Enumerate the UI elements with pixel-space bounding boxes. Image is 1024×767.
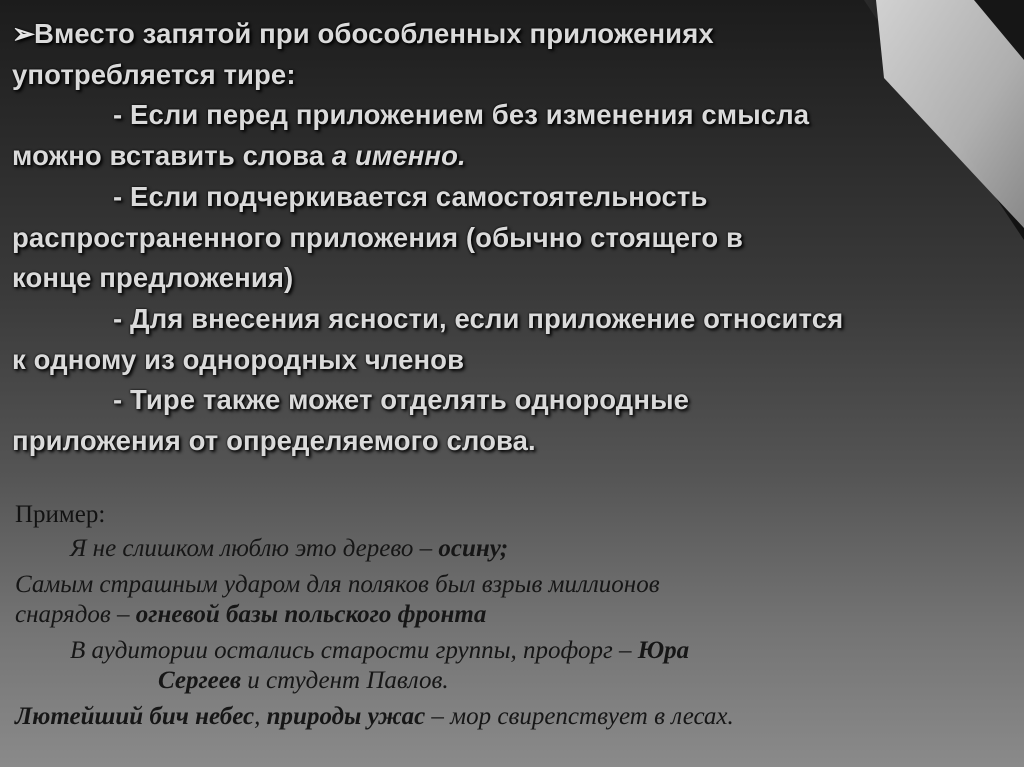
rules-heading: Вместо запятой при обособленных приложениях — [34, 18, 714, 49]
rule-4-line-2: приложения от определяемого слова. — [12, 425, 536, 457]
rule-1-line-1: - Если перед приложением без изменения смысла — [113, 99, 810, 131]
example-2: Самым страшным ударом для поляков был взрыв миллионов снарядов – огневой базы польского фронта — [15, 571, 660, 628]
rules-text-block — [12, 14, 1016, 462]
example-1: Я не слишком люблю это дерево – осину; — [70, 535, 509, 562]
example-4: Лютейший бич небес, природы ужас – мор свирепствует в лесах. — [15, 703, 734, 730]
rule-2-line-2: распространенного приложения (обычно стоящего в — [12, 221, 743, 253]
rule-1-italic-words: а именно. — [331, 140, 466, 172]
example-3: В аудитории остались старости группы, профорг – Юра Сергеев и студент Павлов. — [15, 636, 1015, 696]
examples-label: Пример: — [15, 501, 106, 528]
example-3-cont: Сергеев и студент Павлов. — [158, 667, 449, 694]
rule-2-line-1: - Если подчеркивается самостоятельность — [113, 180, 708, 212]
rule-2-line-3: конце предложения) — [12, 262, 294, 294]
rules-heading-line — [12, 14, 1016, 55]
rule-4-line-1: - Тире также может отделять однородные — [113, 384, 690, 416]
rule-3-line-1: - Для внесения ясности, если приложение относится — [113, 302, 844, 334]
arrow-bullet-icon: ➢ — [12, 18, 36, 49]
rule-3-line-2: к одному из однородных членов — [12, 343, 465, 375]
rules-heading-cont: употребляется тире: — [12, 58, 296, 90]
rule-1-line-2: можно вставить слова а именно. — [12, 140, 466, 172]
examples-block — [15, 500, 1015, 738]
